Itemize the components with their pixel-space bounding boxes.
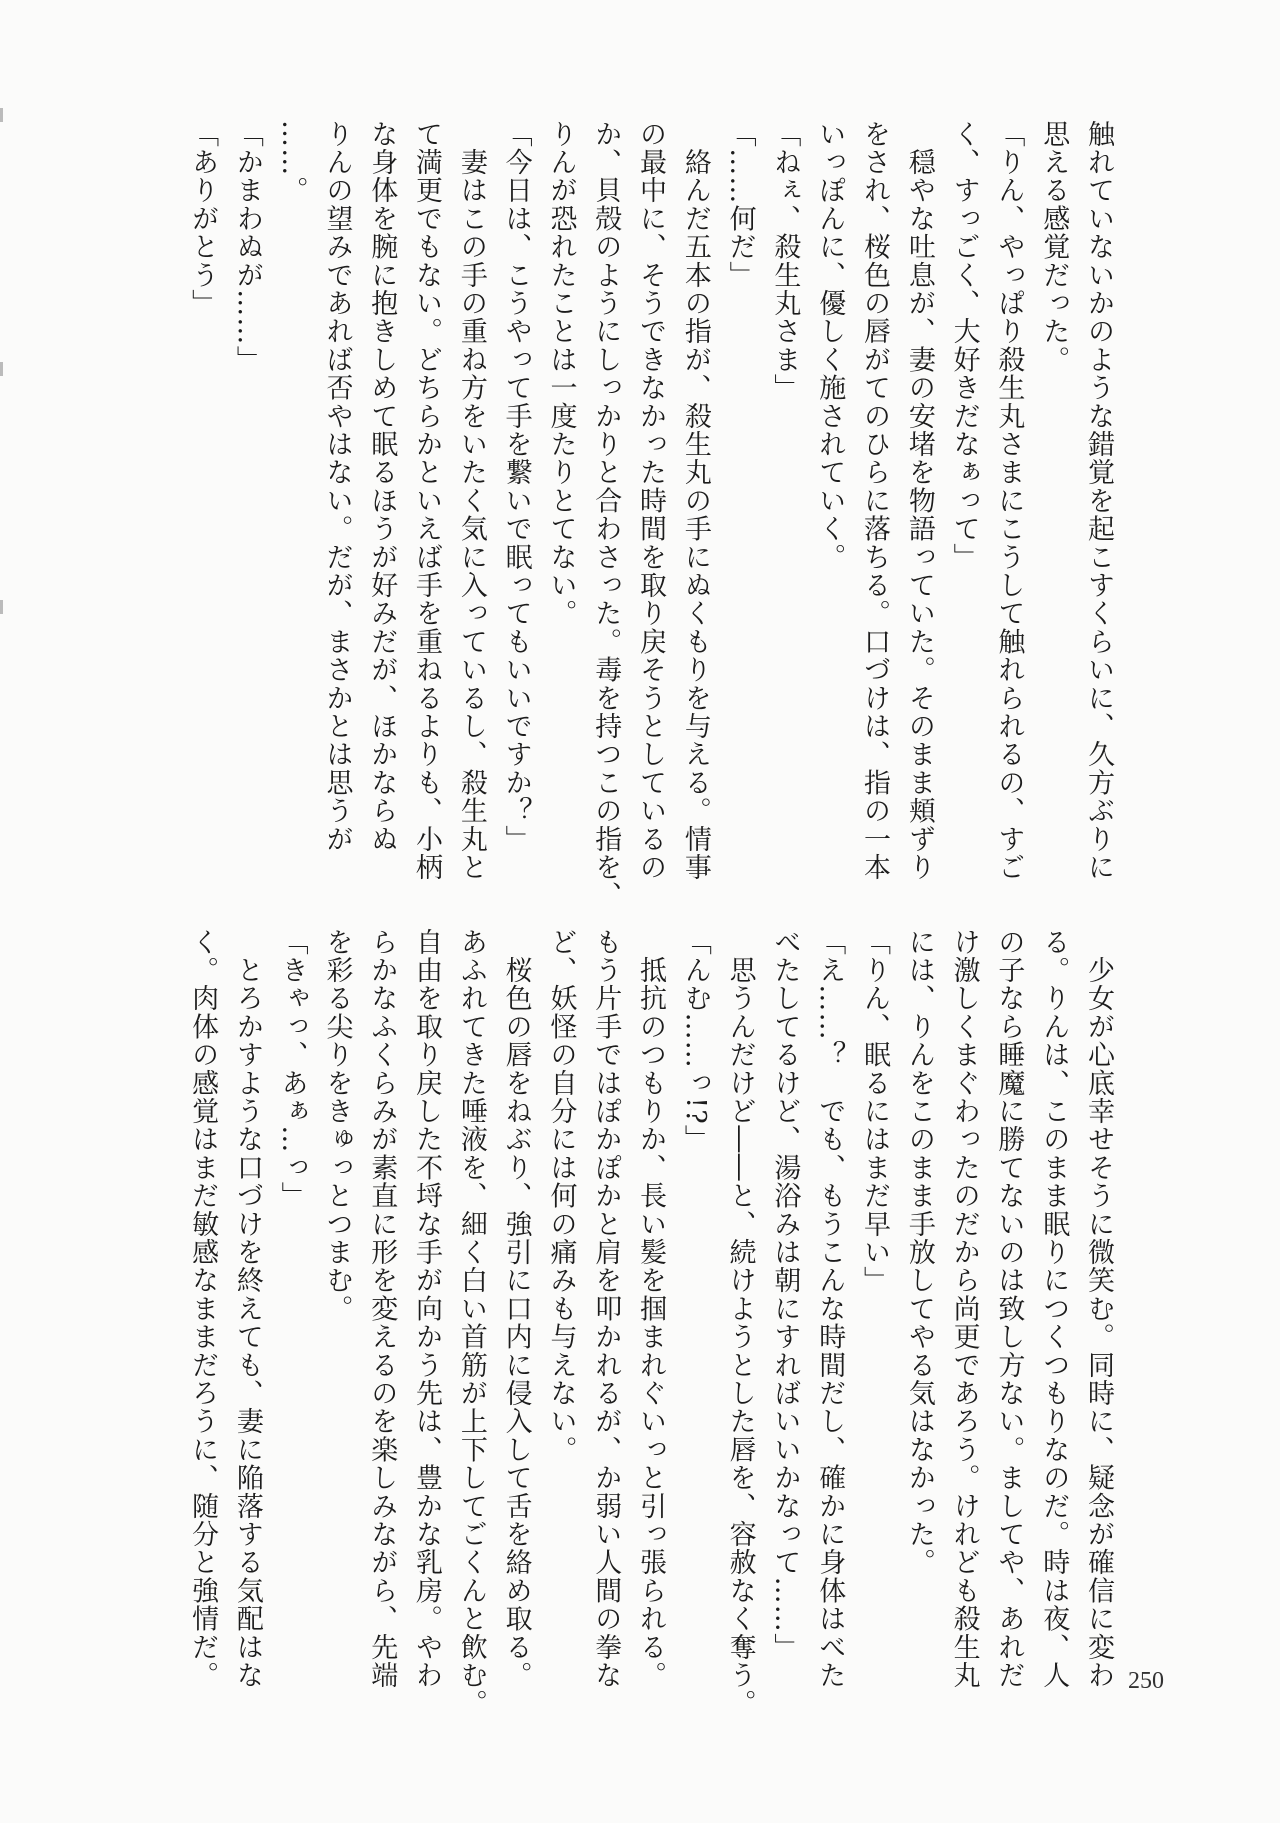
text-line: べたしてるけど、湯浴みは朝にすればいいかなって……」 bbox=[769, 928, 801, 1662]
text-line: を彩る尖りをきゅっとつまむ。 bbox=[321, 928, 353, 1323]
text-line: をされ、桜色の唇がてのひらに落ちる。口づけは、指の一本 bbox=[859, 120, 891, 882]
text-line: の子なら睡魔に勝てないのは致し方ない。ましてや、あれだ bbox=[993, 928, 1025, 1690]
text-line: 「きゃっ、あぁ…っ」 bbox=[276, 928, 308, 1210]
page-edge-mark bbox=[0, 108, 3, 122]
text-line: りんの望みであれば否やはない。だが、まさかとは思うが bbox=[321, 120, 353, 854]
text-line: 少女が心底幸せそうに微笑む。同時に、疑念が確信に変わ bbox=[1083, 928, 1114, 1690]
lower-text-block bbox=[187, 928, 1120, 1718]
text-line: け激しくまぐわったのだから尚更であろう。けれども殺生丸 bbox=[948, 928, 980, 1690]
text-line: 思うんだけど――と、続けようとした唇を、容赦なく奪う。 bbox=[724, 928, 756, 1718]
text-line: 「りん、やっぱり殺生丸さまにこうして触れられるの、すご bbox=[993, 120, 1025, 882]
page-number: 250 bbox=[1128, 1668, 1164, 1694]
text-line: る。りんは、このまま眠りにつくつもりなのだ。時は夜、人 bbox=[1038, 928, 1070, 1690]
text-line: には、りんをこのまま手放してやる気はなかった。 bbox=[903, 928, 935, 1577]
text-line: ど、妖怪の自分には何の痛みも与えない。 bbox=[545, 928, 577, 1464]
text-line: 思える感覚だった。 bbox=[1038, 120, 1070, 374]
text-line: く。肉体の感覚はまだ敏感なままだろうに、随分と強情だ。 bbox=[187, 928, 219, 1690]
page-edge-mark bbox=[0, 600, 3, 614]
text-line: ……。 bbox=[276, 120, 308, 205]
text-line: の最中に、そうできなかった時間を取り戻そうとしているの bbox=[635, 120, 667, 882]
text-line: 「ありがとう」 bbox=[187, 120, 219, 318]
text-line: 「え……？ でも、もうこんな時間だし、確かに身体はべた bbox=[814, 928, 846, 1690]
text-line: 「……何だ」 bbox=[724, 120, 756, 290]
text-line: らかなふくらみが素直に形を変えるのを楽しみながら、先端 bbox=[366, 928, 398, 1690]
text-line: 自由を取り戻した不埒な手が向かう先は、豊かな乳房。やわ bbox=[411, 928, 443, 1690]
upper-text-block bbox=[187, 120, 1120, 910]
text-line: もう片手ではぽかぽかと肩を叩かれるが、か弱い人間の拳な bbox=[590, 928, 622, 1690]
text-line: 「今日は、こうやって手を繋いで眠ってもいいですか？」 bbox=[500, 120, 532, 854]
text-line: とろかすような口づけを終えても、妻に陥落する気配はな bbox=[231, 928, 263, 1690]
text-line: 「かまわぬが……」 bbox=[231, 120, 263, 374]
text-line: 妻はこの手の重ね方をいたく気に入っているし、殺生丸と bbox=[455, 120, 487, 882]
text-line: 「ねぇ、殺生丸さま」 bbox=[769, 120, 801, 402]
text-line: 「んむ……っ!?」 bbox=[679, 928, 711, 1154]
text-line: 「りん、眠るにはまだ早い」 bbox=[859, 928, 891, 1295]
text-line: あふれてきた唾液を、細く白い首筋が上下してごくんと飲む。 bbox=[455, 928, 487, 1718]
page-edge-mark bbox=[0, 362, 3, 376]
text-line: いっぽんに、優しく施されていく。 bbox=[814, 120, 846, 572]
text-line: 触れていないかのような錯覚を起こすくらいに、久方ぶりに bbox=[1083, 120, 1114, 882]
text-line: て満更でもない。どちらかといえば手を重ねるよりも、小柄 bbox=[411, 120, 443, 882]
text-line: な身体を腕に抱きしめて眠るほうが好みだが、ほかならぬ bbox=[366, 120, 398, 854]
text-line: か、貝殻のようにしっかりと合わさった。毒を持つこの指を、 bbox=[590, 120, 622, 910]
text-line: りんが恐れたことは一度たりとてない。 bbox=[545, 120, 577, 628]
text-line: く、すっごく、大好きだなぁって」 bbox=[948, 120, 980, 572]
text-line: 抵抗のつもりか、長い髪を掴まれぐいっと引っ張られる。 bbox=[635, 928, 667, 1690]
text-line: 穏やな吐息が、妻の安堵を物語っていた。そのまま頬ずり bbox=[903, 120, 935, 882]
text-line: 絡んだ五本の指が、殺生丸の手にぬくもりを与える。情事 bbox=[679, 120, 711, 882]
text-line: 桜色の唇をねぶり、強引に口内に侵入して舌を絡め取る。 bbox=[500, 928, 532, 1690]
